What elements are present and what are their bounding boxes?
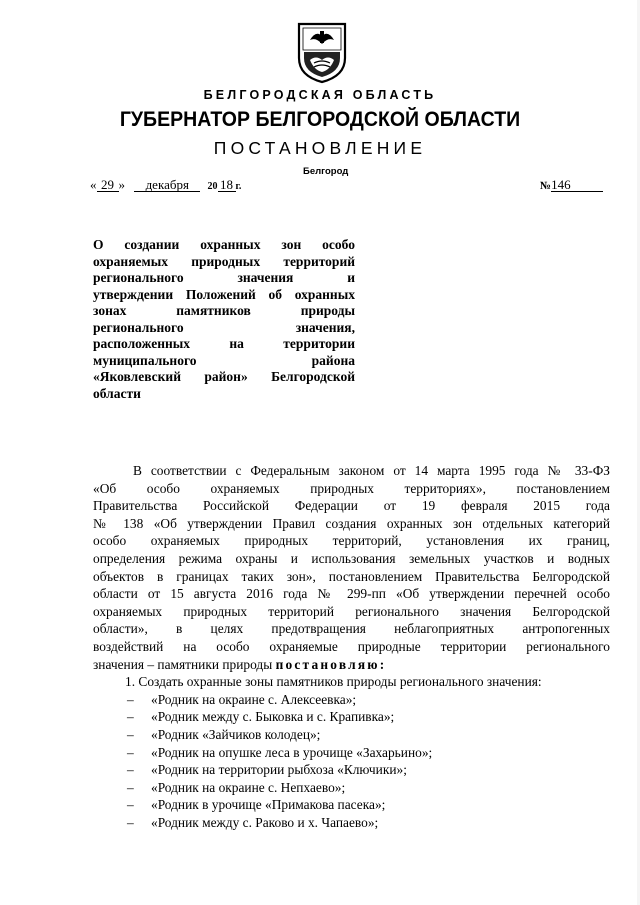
preamble-line: особо охраняемых природных территорий, установления их границ, (93, 533, 610, 549)
date-year-prefix: 20 (207, 181, 218, 192)
preamble-line: области», в целях предотвращения неблагоприятных антропогенных (93, 621, 610, 637)
preamble-last-text: значения – памятники природы (93, 656, 273, 672)
list-item (93, 744, 610, 762)
preamble-final-line (93, 656, 610, 674)
subject-line: охраняемых природных территорий (93, 253, 355, 269)
list-item-text: «Родник на опушке леса в урочище «Захарьино»; (151, 744, 433, 760)
date-day: 29 (97, 179, 119, 192)
date-year-mark: г. (235, 181, 242, 192)
dash-marker: – (127, 709, 134, 725)
city-name: Белгород (303, 166, 349, 177)
preamble-line: определения режима охраны и использования земельных участков и водных (93, 550, 610, 566)
dash-marker: – (127, 797, 134, 813)
dash-marker: – (127, 691, 134, 707)
list-item (93, 814, 610, 832)
subject-line: «Яковлевский район» Белгородской (93, 369, 355, 384)
date-year-suffix: 18 (218, 179, 236, 192)
document-subject (93, 237, 355, 402)
preamble-line: охраняемых природных территорий регионального значения Белгородской (93, 603, 610, 619)
coat-of-arms-emblem (296, 20, 348, 84)
date-month: декабря (134, 179, 200, 192)
subject-line: утверждении Положений об охранных (93, 286, 355, 302)
list-item-text: «Родник между с. Раково и х. Чапаево»; (151, 814, 379, 830)
list-item (93, 726, 610, 744)
dash-marker: – (127, 762, 134, 778)
number-value: 146 (551, 179, 603, 192)
preamble-line: Правительства Российской Федерации от 19 февраля 2015 года (93, 498, 610, 514)
dash-marker: – (127, 744, 134, 760)
list-item (93, 691, 610, 709)
region-name: БЕЛГОРОДСКАЯ ОБЛАСТЬ (203, 88, 437, 102)
list-item (93, 779, 610, 797)
list-item-text: «Родник на территории рыбхоза «Ключики»; (151, 762, 407, 778)
list-item (93, 708, 610, 726)
date-close-quote: » (118, 177, 125, 192)
list-item (93, 761, 610, 779)
point-1: 1. Создать охранные зоны памятников природы регионального значения: (125, 674, 542, 690)
preamble-line: воздействий на особо охраняемые природные территории регионального (93, 638, 610, 654)
list-item (93, 796, 610, 814)
preamble-line: «Об особо охраняемых природных территориях», постановлением (93, 480, 610, 496)
dash-marker: – (127, 726, 134, 742)
dash-marker: – (127, 779, 134, 795)
date-open-quote: « (90, 177, 97, 192)
document-type: ПОСТАНОВЛЕНИЕ (213, 138, 427, 158)
authority-title: ГУБЕРНАТОР БЕЛГОРОДСКОЙ ОБЛАСТИ (119, 108, 521, 131)
subject-line: регионального значения, (93, 319, 355, 335)
subject-line: муниципального района (93, 352, 355, 368)
preamble-line: области от 15 августа 2016 года № 299-пп «Об утверждении перечней особо (93, 586, 610, 602)
subject-line: расположенных на территории (93, 336, 355, 351)
preamble-line: № 138 «Об утверждении Правил создания охранных зон отдельных категорий (93, 515, 610, 531)
subject-line: зонах памятников природы (93, 303, 355, 318)
list-item-text: «Родник на окраине с. Непхаево»; (151, 779, 346, 795)
subject-line: области (93, 385, 141, 401)
number-sign: № (540, 180, 552, 192)
list-item-text: «Родник «Зайчиков колодец»; (151, 726, 321, 742)
document-date (90, 177, 241, 193)
document-number (540, 177, 603, 193)
list-item-text: «Родник на окраине с. Алексеевка»; (151, 691, 357, 707)
list-item-text: «Родник в урочище «Примакова пасека»; (151, 797, 386, 813)
preamble-line: объектов в границах таких зон», постановлением Правительства Белгородской (93, 568, 610, 584)
subject-line: регионального значения и (93, 270, 355, 285)
subject-line: О создании охранных зон особо (93, 237, 355, 252)
dash-marker: – (127, 814, 134, 830)
document-body (93, 462, 610, 831)
list-item-text: «Родник между с. Быковка и с. Крапивка»; (151, 709, 395, 725)
preamble-line: В соответствии с Федеральным законом от 14 марта 1995 года № 33-ФЗ (133, 463, 610, 478)
decree-word: постановляю: (275, 656, 387, 672)
